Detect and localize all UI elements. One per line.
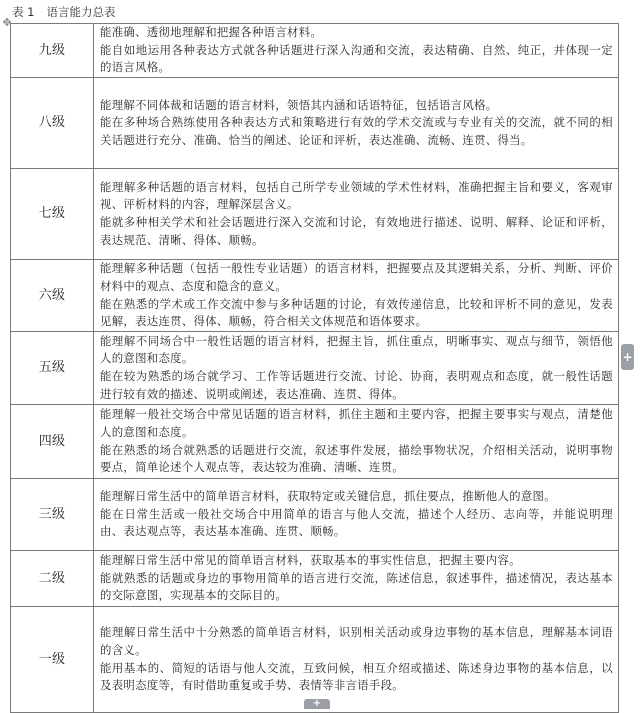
level-cell: 六级	[11, 260, 94, 332]
table-caption	[12, 4, 115, 20]
level-cell: 七级	[11, 169, 94, 260]
language-ability-table	[10, 23, 619, 713]
table-row	[11, 607, 619, 713]
description-paragraph: 能理解日常生活中常见的简单语言材料，获取基本的事实性信息，把握主要内容。	[100, 553, 521, 568]
description-paragraph: 能准确、透彻地理解和把握各种语言材料。	[100, 25, 323, 40]
table-title: 语言能力总表	[46, 5, 116, 19]
table-row	[11, 551, 619, 607]
level-cell: 九级	[11, 24, 94, 78]
table-row	[11, 260, 619, 332]
description-cell	[94, 169, 619, 260]
level-cell: 三级	[11, 479, 94, 551]
description-paragraph: 能就熟悉的话题或身边的事物用简单的语言进行交流，陈述信息，叙述事件，描述情况，表达基本的交际意图，实现基本的交际目的。	[100, 570, 613, 603]
description-paragraph: 能理解多种话题的语言材料，包括自己所学专业领域的学术性材料，准确把握主旨和要义，客观审视、评析材料的内容，理解深层含义。	[100, 179, 613, 212]
table-row	[11, 78, 619, 169]
description-paragraph: 能自如地运用各种表达方式就各种话题进行深入沟通和交流，表达精确、自然、纯正，并体现一定的语言风格。	[100, 42, 613, 75]
description-cell	[94, 607, 619, 713]
description-paragraph: 能在多种场合熟练使用各种表达方式和策略进行有效的学术交流或与专业有关的交流，就不同的相关话题进行充分、准确、恰当的阐述、论证和评析，表达准确、流畅、连贯、得当。	[100, 115, 613, 147]
description-paragraph: 能在熟悉的场合就熟悉的话题进行交流，叙述事件发展，描绘事物状况，介绍相关活动，说明事物要点，简单论述个人观点等，表达较为准确、清晰、连贯。	[100, 442, 613, 475]
table-row	[11, 332, 619, 405]
level-cell: 八级	[11, 78, 94, 169]
table-row	[11, 479, 619, 551]
table-row	[11, 405, 619, 479]
description-cell	[94, 260, 619, 332]
table-row	[11, 24, 619, 78]
level-cell: 二级	[11, 551, 94, 607]
description-paragraph: 能在日常生活或一般社交场合中用简单的语言与他人交流，描述个人经历、志向等，并能说明理由、表达观点等，表达基本准确、连贯、顺畅。	[100, 506, 613, 539]
description-paragraph: 能理解一般社交场合中常见话题的语言材料，抓住主题和主要内容，把握主要事实与观点，清楚他人的意图和态度。	[100, 407, 613, 439]
description-paragraph: 能用基本的、简短的话语与他人交流，互致问候，相互介绍或描述、陈述身边事物的基本信息，以及表明态度等，有时借助重复或手势、表情等非言语手段。	[100, 660, 613, 693]
level-cell: 一级	[11, 607, 94, 713]
description-cell	[94, 78, 619, 169]
level-cell: 五级	[11, 332, 94, 405]
table-row	[11, 169, 619, 260]
description-paragraph: 能理解不同场合中一般性话题的语言材料，把握主旨，抓住重点，明晰事实、观点与细节，领悟他人的意图和态度。	[100, 333, 613, 366]
add-column-button[interactable]: +	[621, 344, 634, 370]
description-paragraph: 能理解不同体裁和话题的语言材料，领悟其内涵和话语特征，包括语言风格。	[100, 97, 498, 112]
description-paragraph: 能在较为熟悉的场合就学习、工作等话题进行交流、讨论、协商，表明观点和态度，就一般性话题进行较有效的描述、说明或阐述，表达准确、连贯、得体。	[100, 369, 613, 401]
description-cell	[94, 332, 619, 405]
description-cell	[94, 551, 619, 607]
description-paragraph: 能理解日常生活中的简单语言材料，获取特定或关键信息，抓住要点，推断他人的意图。	[100, 489, 556, 504]
description-paragraph: 能理解日常生活中十分熟悉的简单语言材料，识别相关活动或身边事物的基本信息，理解基本词语的含义。	[100, 625, 613, 657]
add-row-button[interactable]: +	[304, 699, 330, 709]
table-number: 表 1	[12, 5, 35, 19]
description-paragraph: 能理解多种话题（包括一般性专业话题）的语言材料，把握要点及其逻辑关系，分析、判断、评价材料中的观点、态度和隐含的意义。	[100, 261, 613, 293]
move-handle-icon[interactable]: ✥	[2, 16, 12, 29]
description-cell	[94, 24, 619, 78]
description-paragraph: 能在熟悉的学术或工作交流中参与多种话题的讨论，有效传递信息，比较和评析不同的意见，发表见解，表达连贯、得体、顺畅，符合相关文体规范和语体要求。	[100, 296, 613, 329]
level-cell: 四级	[11, 405, 94, 479]
description-paragraph: 能就多种相关学术和社会话题进行深入交流和讨论，有效地进行描述、说明、解释、论证和评析，表达规范、清晰、得体、顺畅。	[100, 215, 613, 247]
description-cell	[94, 405, 619, 479]
description-cell	[94, 479, 619, 551]
